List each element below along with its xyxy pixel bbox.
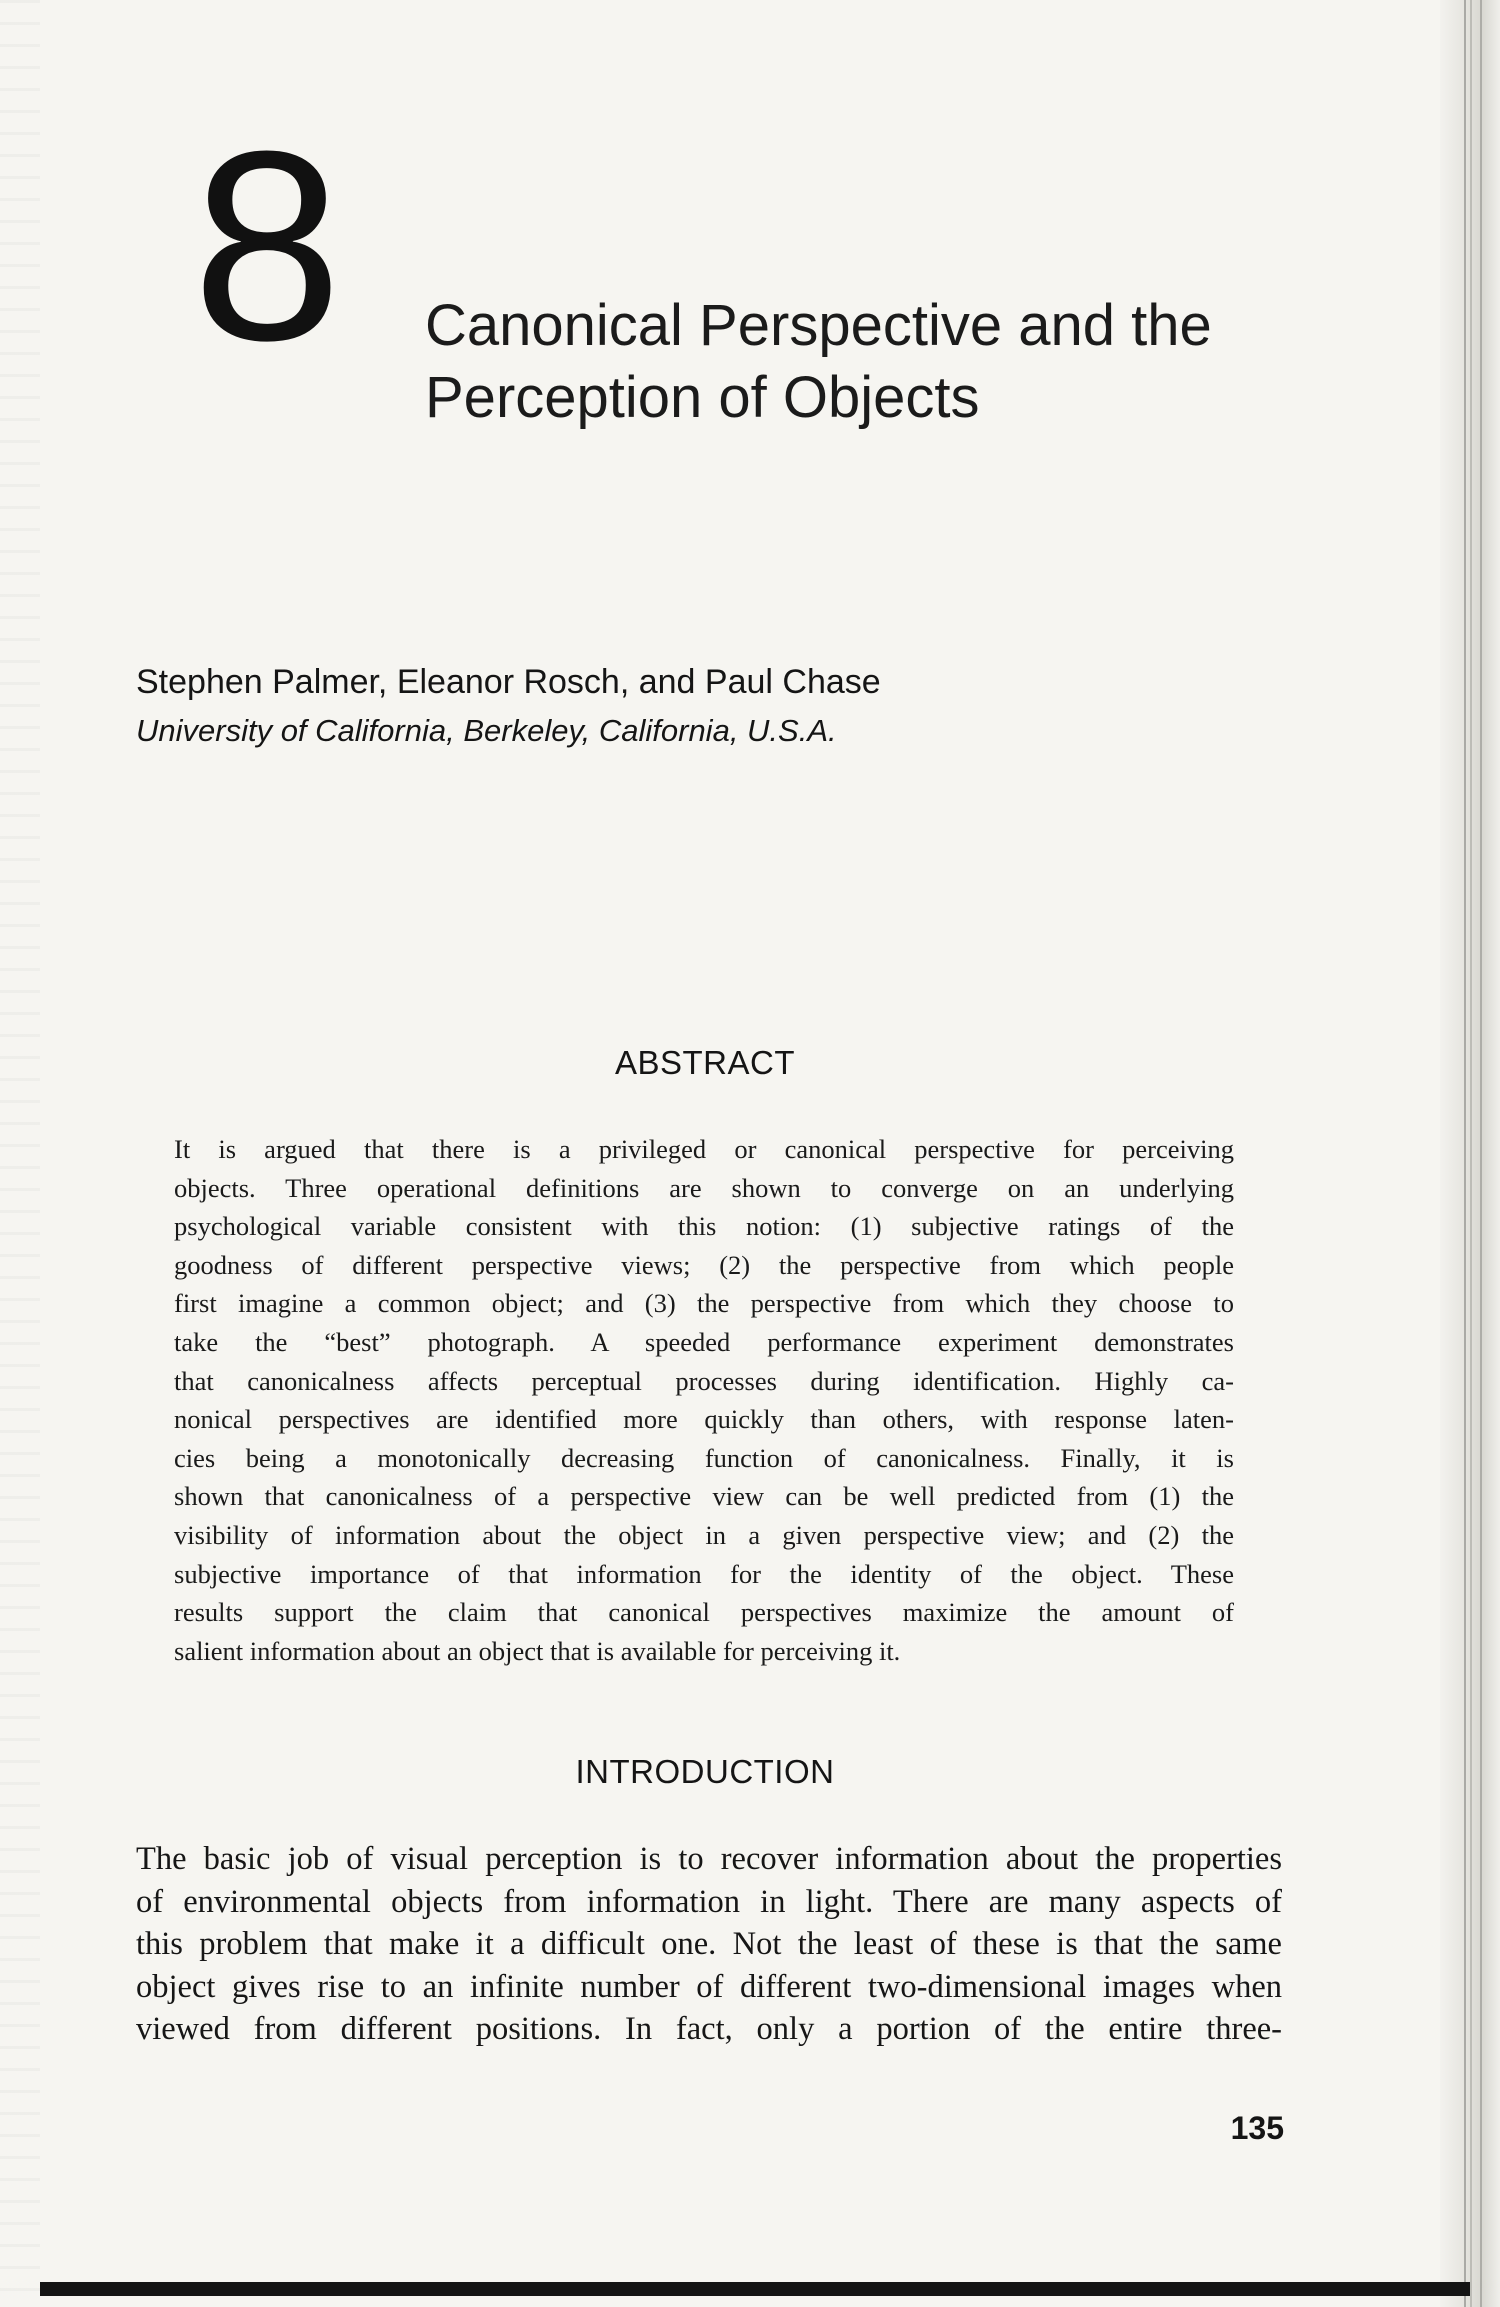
- introduction-heading: INTRODUCTION: [575, 1753, 835, 1790]
- abstract-line: nonical perspectives are identified more quickly than others, with response laten-: [174, 1404, 1234, 1435]
- abstract-line: first imagine a common object; and (3) the perspective from which they choose to: [174, 1288, 1234, 1319]
- abstract-heading: ABSTRACT: [614, 1044, 796, 1081]
- book-gutter: [1440, 0, 1500, 2307]
- abstract-body: [174, 1130, 1234, 1670]
- introduction-line: of environmental objects from information in light. There are many aspects of: [136, 1883, 1282, 1920]
- abstract-line: take the “best” photograph. A speeded performance experiment demonstrates: [174, 1326, 1234, 1357]
- gutter-line: [1464, 0, 1466, 2307]
- introduction-body: [136, 1838, 1282, 2051]
- scan-bottom-edge: [40, 2282, 1470, 2296]
- abstract-line: salient information about an object that is available for perceiving it.: [174, 1635, 901, 1666]
- introduction-line: this problem that make it a difficult one. Not the least of these is that the same: [136, 1926, 1282, 1962]
- scan-edge-left: [0, 0, 40, 2307]
- abstract-line: shown that canonicalness of a perspective view can be well predicted from (1) the: [174, 1481, 1234, 1512]
- abstract-line: visibility of information about the object in a given perspective view; and (2) the: [174, 1519, 1234, 1550]
- gutter-line: [1480, 0, 1482, 2307]
- chapter-title-line: Canonical Perspective and the: [425, 293, 1212, 358]
- abstract-line: cies being a monotonically decreasing function of canonicalness. Finally, it is: [174, 1442, 1234, 1473]
- introduction-line: object gives rise to an infinite number of different two-dimensional images when: [136, 1968, 1282, 2005]
- abstract-line: objects. Three operational definitions are shown to converge on an underlying: [174, 1172, 1234, 1203]
- abstract-line: goodness of different perspective views; (2) the perspective from which people: [174, 1249, 1234, 1280]
- introduction-line: The basic job of visual perception is to recover information about the properties: [136, 1841, 1282, 1877]
- affiliation: University of California, Berkeley, California, U.S.A.: [136, 713, 837, 748]
- chapter-title: [425, 290, 1325, 434]
- gutter-line: [1470, 0, 1472, 2307]
- abstract-line: subjective importance of that information for the identity of the object. These: [174, 1558, 1234, 1589]
- chapter-number: 8: [192, 96, 339, 397]
- abstract-line: psychological variable consistent with this notion: (1) subjective ratings of the: [174, 1211, 1234, 1242]
- introduction-line: viewed from different positions. In fact, only a portion of the entire three-: [136, 2011, 1282, 2047]
- chapter-title-line: Perception of Objects: [425, 365, 980, 430]
- abstract-line: that canonicalness affects perceptual processes during identification. Highly ca-: [174, 1365, 1234, 1396]
- abstract-line: It is argued that there is a privileged or canonical perspective for perceiving: [174, 1134, 1234, 1164]
- abstract-line: results support the claim that canonical perspectives maximize the amount of: [174, 1597, 1234, 1628]
- authors: Stephen Palmer, Eleanor Rosch, and Paul Chase: [136, 663, 881, 701]
- page-number: 135: [1230, 2110, 1284, 2146]
